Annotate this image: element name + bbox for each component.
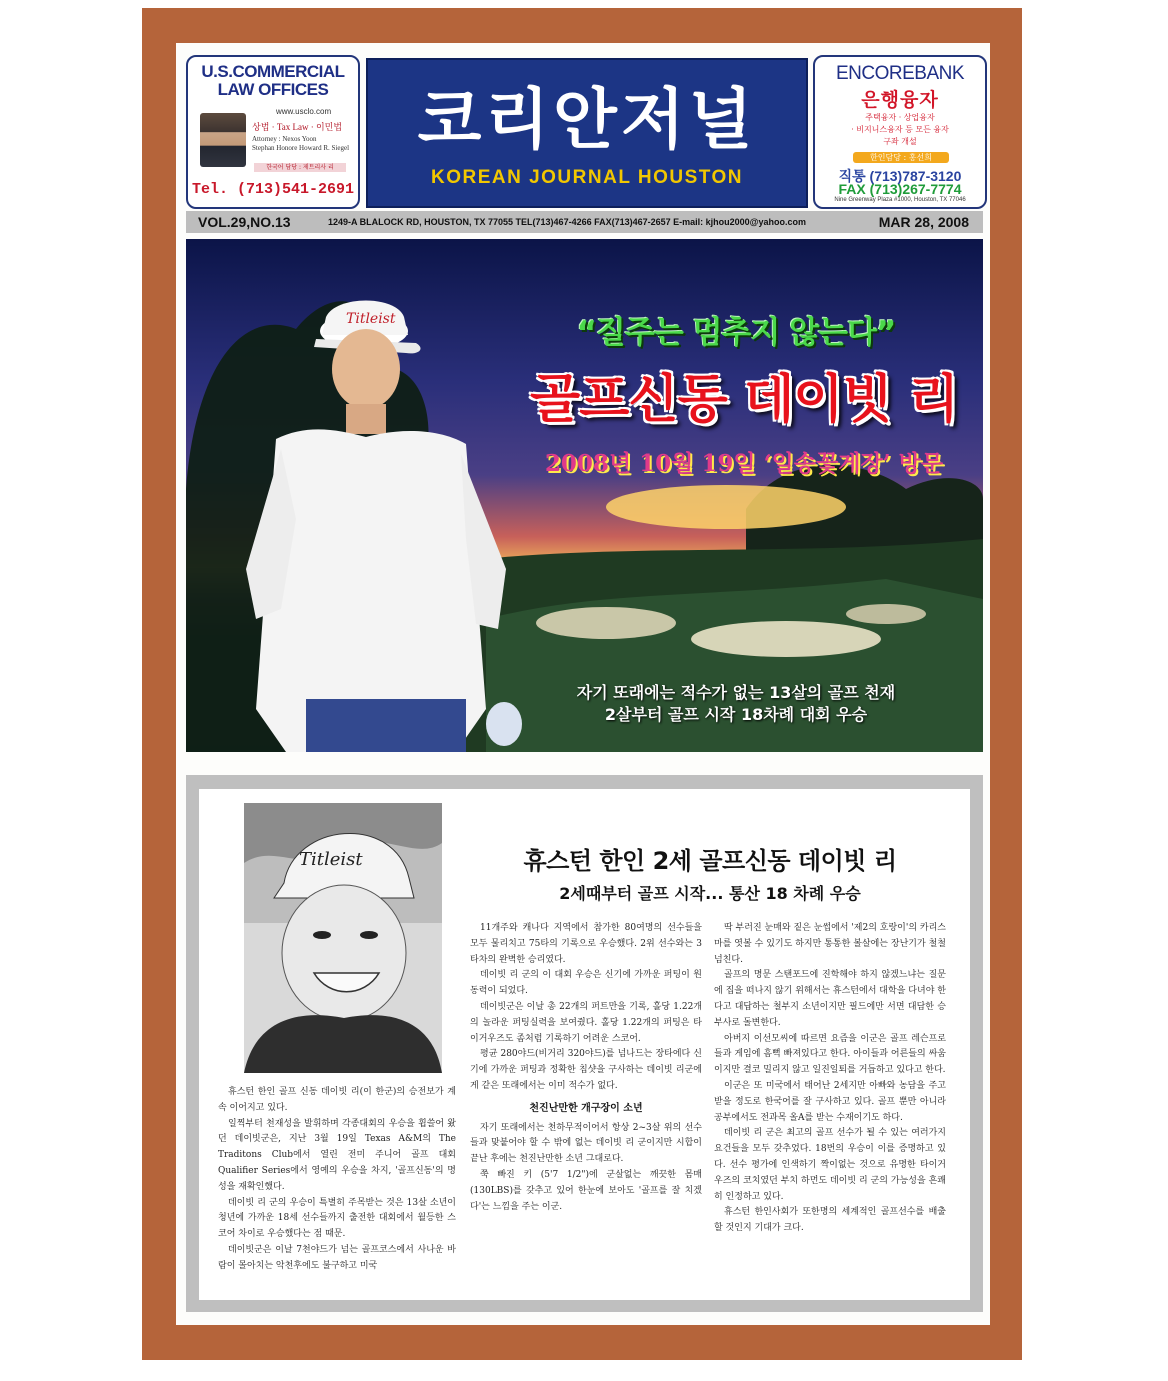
masthead [366,58,808,208]
bank-contact: 한인담당 : 홍선희 [853,152,949,163]
portrait-image [244,803,442,1073]
article-paragraph: 11개주와 캐나다 지역에서 참가한 80여명의 선수들을 모두 물리치고 75타의 기록으로 우승했다. 2위 선수와는 3타차의 완벽한 승리였다. [470,923,702,965]
article-paragraph: 데이빗군은 이날 총 22개의 퍼트만을 기록, 홀당 1.22개의 놀라운 퍼팅실력을 보여줬다. 홀당 1.22개의 퍼팅은 타이거우즈도 좀처럼 기록하기 어려운 스코어. [470,1001,702,1044]
article-paragraph: 이군은 또 미국에서 태어난 2세지만 아빠와 농담을 주고받을 정도로 한국어를 잘 구사하고 있다. 골프 뿐만 아니라 공부에서도 전과목 올A를 받는 수재이기도 하다. [714,1080,946,1123]
korean-contact: 한국어 담당 : 제트리사 리 [254,163,346,172]
bank-line2: · 비지니스융자 등 모든 융자 [851,125,949,134]
issue-date: MAR 28, 2008 [878,214,969,230]
attorney-names: Stephan Honore Howard R. Siegel [252,144,350,152]
law-office-services: 상법 · Tax Law · 이민법 [252,122,343,132]
bank-loan-title: 은행융자 [861,89,939,111]
article-column-1 [218,1085,456,1275]
law-office-names [252,135,352,153]
article-paragraph: 자기 또래에서는 천하무적이어서 항상 2~3살 위의 선수들과 맞붙어야 할 수 밖에 없는 데이빗 리 군이지만 시합이 끝난 후에는 천진난만한 소년 그대로다. [470,1122,702,1165]
bank-ad[interactable] [813,55,987,209]
hero-caption [516,682,956,726]
bank-fax: FAX (713)267-7774 [838,181,962,197]
article-paragraph: 데이빗 리 군의 이 대회 우승은 신기에 가까운 퍼팅이 원동력이 되었다. [470,970,702,997]
bank-address: Nine Greenway Plaza #1000, Houston, TX 77046 [834,197,966,203]
david-lee-photo [244,803,442,1073]
article-column-3 [714,921,946,1237]
hero-caption-line2: 2살부터 골프 시작 18차례 대회 우승 [604,705,868,724]
law-office-title-line2: LAW OFFICES [217,80,329,99]
bank-line1: 주택융자 · 상업융자 [865,113,935,122]
law-office-phone: Tel. (713)541-2691 [191,181,355,198]
article-paragraph: 휴스턴 한인 골프 신동 데이빗 리(이 한군)의 승전보가 계속 이어지고 있다. [218,1087,456,1113]
article-paragraph: 일찍부터 천재성을 발휘하며 각종대회의 우승을 휩쓸어 왔던 데이빗군은, 지난 3월 19일 Texas A&M의 The Traditons Club에서 열린 전미 주니어 골프 대회 Qualifier Series에서 영예의 우승을 차지, '골프신동'의 명성을 재확인했다. [218,1118,456,1192]
article-paragraph: 아버지 이선모씨에 따르면 요즘을 이군은 골프 레슨프로들과 게임에 흠뻑 빠져있다고 한다. 아이들과 어른들의 싸움이지만 결코 밀리지 않고 일진일퇴를 거듭하고 있다고 한다. [714,1033,946,1076]
bank-line3: 구좌 개설 [883,137,917,146]
article-paragraph: 데이빗 리 군의 우승이 특별히 주목받는 것은 13살 소년이 청년에 가까운 18세 선수들까지 출전한 대회에서 월등한 스코어 차이로 우승했다는 점 때문. [218,1197,456,1240]
article-paragraph: 딱 부러진 눈매와 짙은 눈썹에서 '제2의 호랑이'의 카리스마를 엿볼 수 있기도 하지만 통통한 볼살에는 장난기가 철철 넘친다. [714,923,946,965]
article-subhead: 2세때부터 골프 시작... 통산 18 차례 우승 [559,884,861,903]
article-section-heading: 천진난만한 개구장이 소년 [529,1102,643,1114]
svg-text:Titleist: Titleist [346,311,396,327]
article-headline: 휴스턴 한인 2세 골프신동 데이빗 리 [523,847,897,875]
article-paragraph: 쭉 빠진 키 (5'7 1/2")에 군살없는 깨끗한 몸매 (130LBS)를 갖추고 있어 한눈에 보아도 '골프를 잘 치겠다'는 느낌을 주는 이군. [470,1169,702,1212]
bank-phone: 직통 (713)787-3120 [838,168,962,184]
article-paragraph: 골프의 명문 스탠포드에 진학해야 하지 않겠느냐는 질문에 집을 떠나지 않기 위해서는 휴스턴에서 대학을 다녀야 한다고 대답하는 철부지 소년이지만 필드에만 서면 대담한 승부사로 돌변한다. [714,970,946,1028]
hero-caption-line1: 자기 또래에는 적수가 없는 13살의 골프 천재 [576,683,896,702]
hero-title: 골프신동 데이빗 리 [529,370,959,430]
article-column-2 [470,921,702,1215]
issue-volume: VOL.29,NO.13 [198,214,291,230]
masthead-title-english: KOREAN JOURNAL HOUSTON [430,167,744,188]
bank-name: ENCOREBANK [835,63,965,84]
article-paragraph: 휴스턴 한인사회가 또한명의 세계적인 골프선수를 배출할 것인지 기대가 크다. [714,1207,946,1234]
article-paragraph: 평균 280야드(비거리 320야드)를 넘나드는 장타에다 신기에 가까운 퍼팅과 정확한 칩샷을 구사하는 데이빗 리군에게 같은 또래에서는 이미 적수가 없다. [470,1049,702,1091]
svg-text:Titleist: Titleist [299,849,363,870]
attorney-name: Attorney : Nexos Yoon [252,135,317,143]
attorney-photo [200,113,246,167]
hero-banner [186,239,983,752]
article-paragraph: 데이빗 리 군은 최고의 골프 선수가 될 수 있는 여러가지 요건들을 모두 갖추었다. 18번의 우승이 이를 증명하고 있다. 선수 평가에 인색하기 짝이없는 것으로 유명한 타이거 우즈의 코치였던 부치 하먼도 데이빗 리 군의 가능성을 흔쾌히 인정하고 있다. [714,1128,946,1202]
law-office-title-line1: U.S.COMMERCIAL [201,62,345,81]
law-office-ad[interactable] [186,55,360,209]
issue-info-bar [186,211,983,233]
hero-quote: “질주는 멈추지 않는다” [576,315,896,351]
law-office-website: www.usclo.com [276,107,332,116]
masthead-title-korean: 코리안저널 [417,81,757,158]
law-office-title [188,63,358,99]
publisher-address: 1249-A BLALOCK RD, HOUSTON, TX 77055 TEL(713)467-4266 FAX(713)467-2657 E-mail: kjhou2000@yahoo.com [328,217,806,227]
article-paragraph: 데이빗군은 이날 7천야드가 넘는 골프코스에서 사나운 바람이 몰아치는 악천후에도 불구하고 미국 [218,1244,456,1271]
hero-visit-date: 2008년 10월 19일 ‘일송꽃게장’ 방문 [544,450,944,477]
